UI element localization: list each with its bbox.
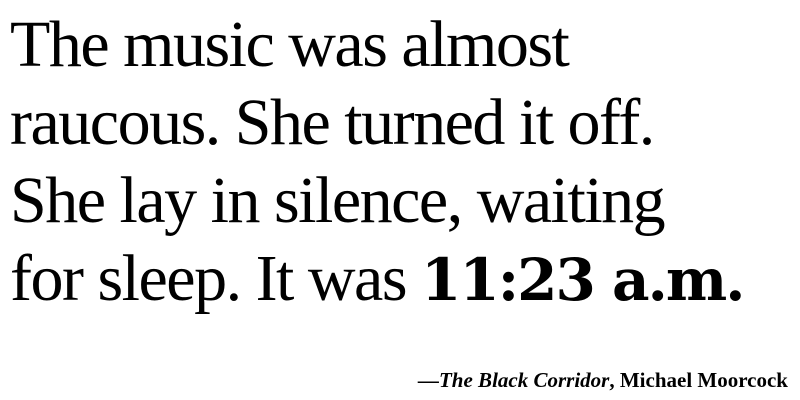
quote-line-4-text: for sleep. It was — [10, 242, 422, 315]
quote-line-4 — [10, 240, 790, 319]
attribution — [418, 368, 788, 393]
quote-text — [10, 6, 790, 319]
quote-line-1: The music was almost — [10, 8, 569, 81]
author-name: Michael Moorcock — [619, 368, 788, 392]
attribution-separator: , — [609, 368, 620, 392]
quote-time: 11:23 a.m. — [421, 246, 744, 314]
attribution-dash: — — [417, 368, 439, 392]
quote-line-3: She lay in silence, waiting — [10, 164, 665, 237]
quote-line-2: raucous. She turned it off. — [10, 86, 654, 159]
book-title: The Black Corridor — [438, 368, 610, 392]
